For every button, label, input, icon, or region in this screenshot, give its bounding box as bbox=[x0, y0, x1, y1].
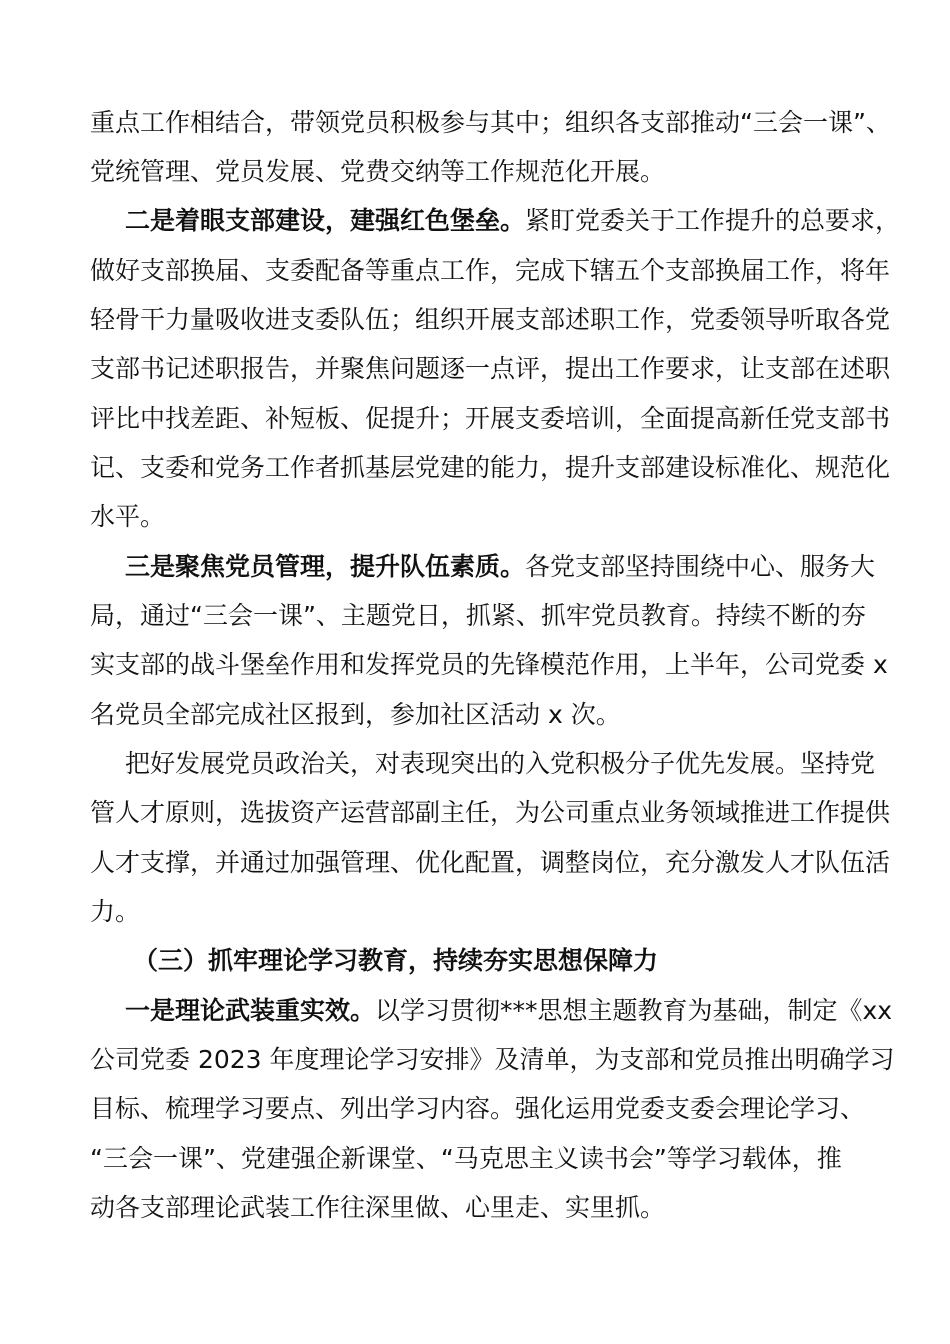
text-line bbox=[90, 305, 890, 335]
text-line bbox=[90, 848, 890, 878]
text-line bbox=[90, 502, 165, 532]
text-run: 评比中找差距、补短板、促提升；开展支委培训，全面提高新任党支部书 bbox=[90, 404, 891, 433]
text-line bbox=[90, 650, 888, 680]
text-line bbox=[90, 601, 866, 631]
text-line bbox=[90, 256, 890, 286]
paragraph-heading: 二是着眼支部建设，建强红色堡垒。 bbox=[125, 206, 526, 235]
text-run: 力。 bbox=[90, 897, 141, 926]
text-line bbox=[90, 1144, 842, 1174]
text-line bbox=[90, 354, 890, 384]
text-run: 各党支部坚持围绕中心、服务大 bbox=[525, 552, 876, 581]
text-line bbox=[90, 1094, 865, 1124]
text-run: “三会一课”、党建强企新课堂、“马克思主义读书会”等学习载体，推 bbox=[90, 1144, 842, 1173]
text-line bbox=[90, 108, 891, 138]
text-run: 轻骨干力量吸收进支委队伍；组织开展支部述职工作，党委领导听取各党 bbox=[90, 305, 891, 334]
text-run: 紧盯党委关于工作提升的总要求， bbox=[525, 206, 901, 235]
text-run: 动各支部理论武装工作往深里做、心里走、实里抓。 bbox=[90, 1193, 666, 1222]
text-run: 重点工作相结合，带领党员积极参与其中；组织各支部推动“三会一课”、 bbox=[90, 108, 891, 137]
text-line bbox=[90, 453, 890, 483]
section-heading-text: （三）抓牢理论学习教育，持续夯实思想保障力 bbox=[133, 946, 659, 975]
text-line bbox=[90, 897, 140, 927]
text-run: 做好支部换届、支委配备等重点工作，完成下辖五个支部换届工作，将年 bbox=[90, 256, 891, 285]
text-run: 把好发展党员政治关，对表现突出的入党积极分子优先发展。坚持党 bbox=[125, 749, 876, 778]
text-line bbox=[90, 700, 621, 730]
text-run: 管人才原则，选拔资产运营部副主任，为公司重点业务领域推进工作提供 bbox=[90, 798, 891, 827]
text-line bbox=[90, 157, 665, 187]
text-line bbox=[90, 404, 890, 434]
text-run: 目标、梳理学习要点、列出学习内容。强化运用党委支委会理论学习、 bbox=[90, 1094, 866, 1123]
text-run: 水平。 bbox=[90, 502, 166, 531]
text-run: 人才支撑，并通过加强管理、优化配置，调整岗位，充分激发人才队伍活 bbox=[90, 848, 891, 877]
text-run: 支部书记述职报告，并聚焦问题逐一点评，提出工作要求，让支部在述职 bbox=[90, 354, 891, 383]
text-line bbox=[90, 1193, 665, 1223]
text-run: 实支部的战斗堡垒作用和发挥党员的先锋模范作用，上半年，公司党委 x bbox=[90, 650, 888, 679]
paragraph-heading: 一是理论武装重实效。 bbox=[125, 996, 376, 1025]
section-heading bbox=[133, 946, 658, 976]
paragraph-2-first-line bbox=[125, 206, 900, 236]
text-run: 记、支委和党务工作者抓基层党建的能力，提升支部建设标准化、规范化 bbox=[90, 453, 891, 482]
paragraph-5-first-line bbox=[125, 996, 892, 1026]
text-line bbox=[90, 798, 890, 828]
text-line bbox=[90, 1045, 895, 1075]
text-run: 公司党委 2023 年度理论学习安排》及清单，为支部和党员推出明确学习 bbox=[90, 1045, 895, 1074]
text-run: 党统管理、党员发展、党费交纳等工作规范化开展。 bbox=[90, 157, 666, 186]
text-run: 名党员全部完成社区报到，参加社区活动 x 次。 bbox=[90, 700, 621, 729]
paragraph-heading: 三是聚焦党员管理，提升队伍素质。 bbox=[125, 552, 526, 581]
paragraph-4-first-line bbox=[125, 749, 875, 779]
text-run: 局，通过“三会一课”、主题党日，抓紧、抓牢党员教育。持续不断的夯 bbox=[90, 601, 866, 630]
text-run: 以学习贯彻***思想主题教育为基础，制定《xx bbox=[375, 996, 893, 1025]
paragraph-3-first-line bbox=[125, 552, 875, 582]
